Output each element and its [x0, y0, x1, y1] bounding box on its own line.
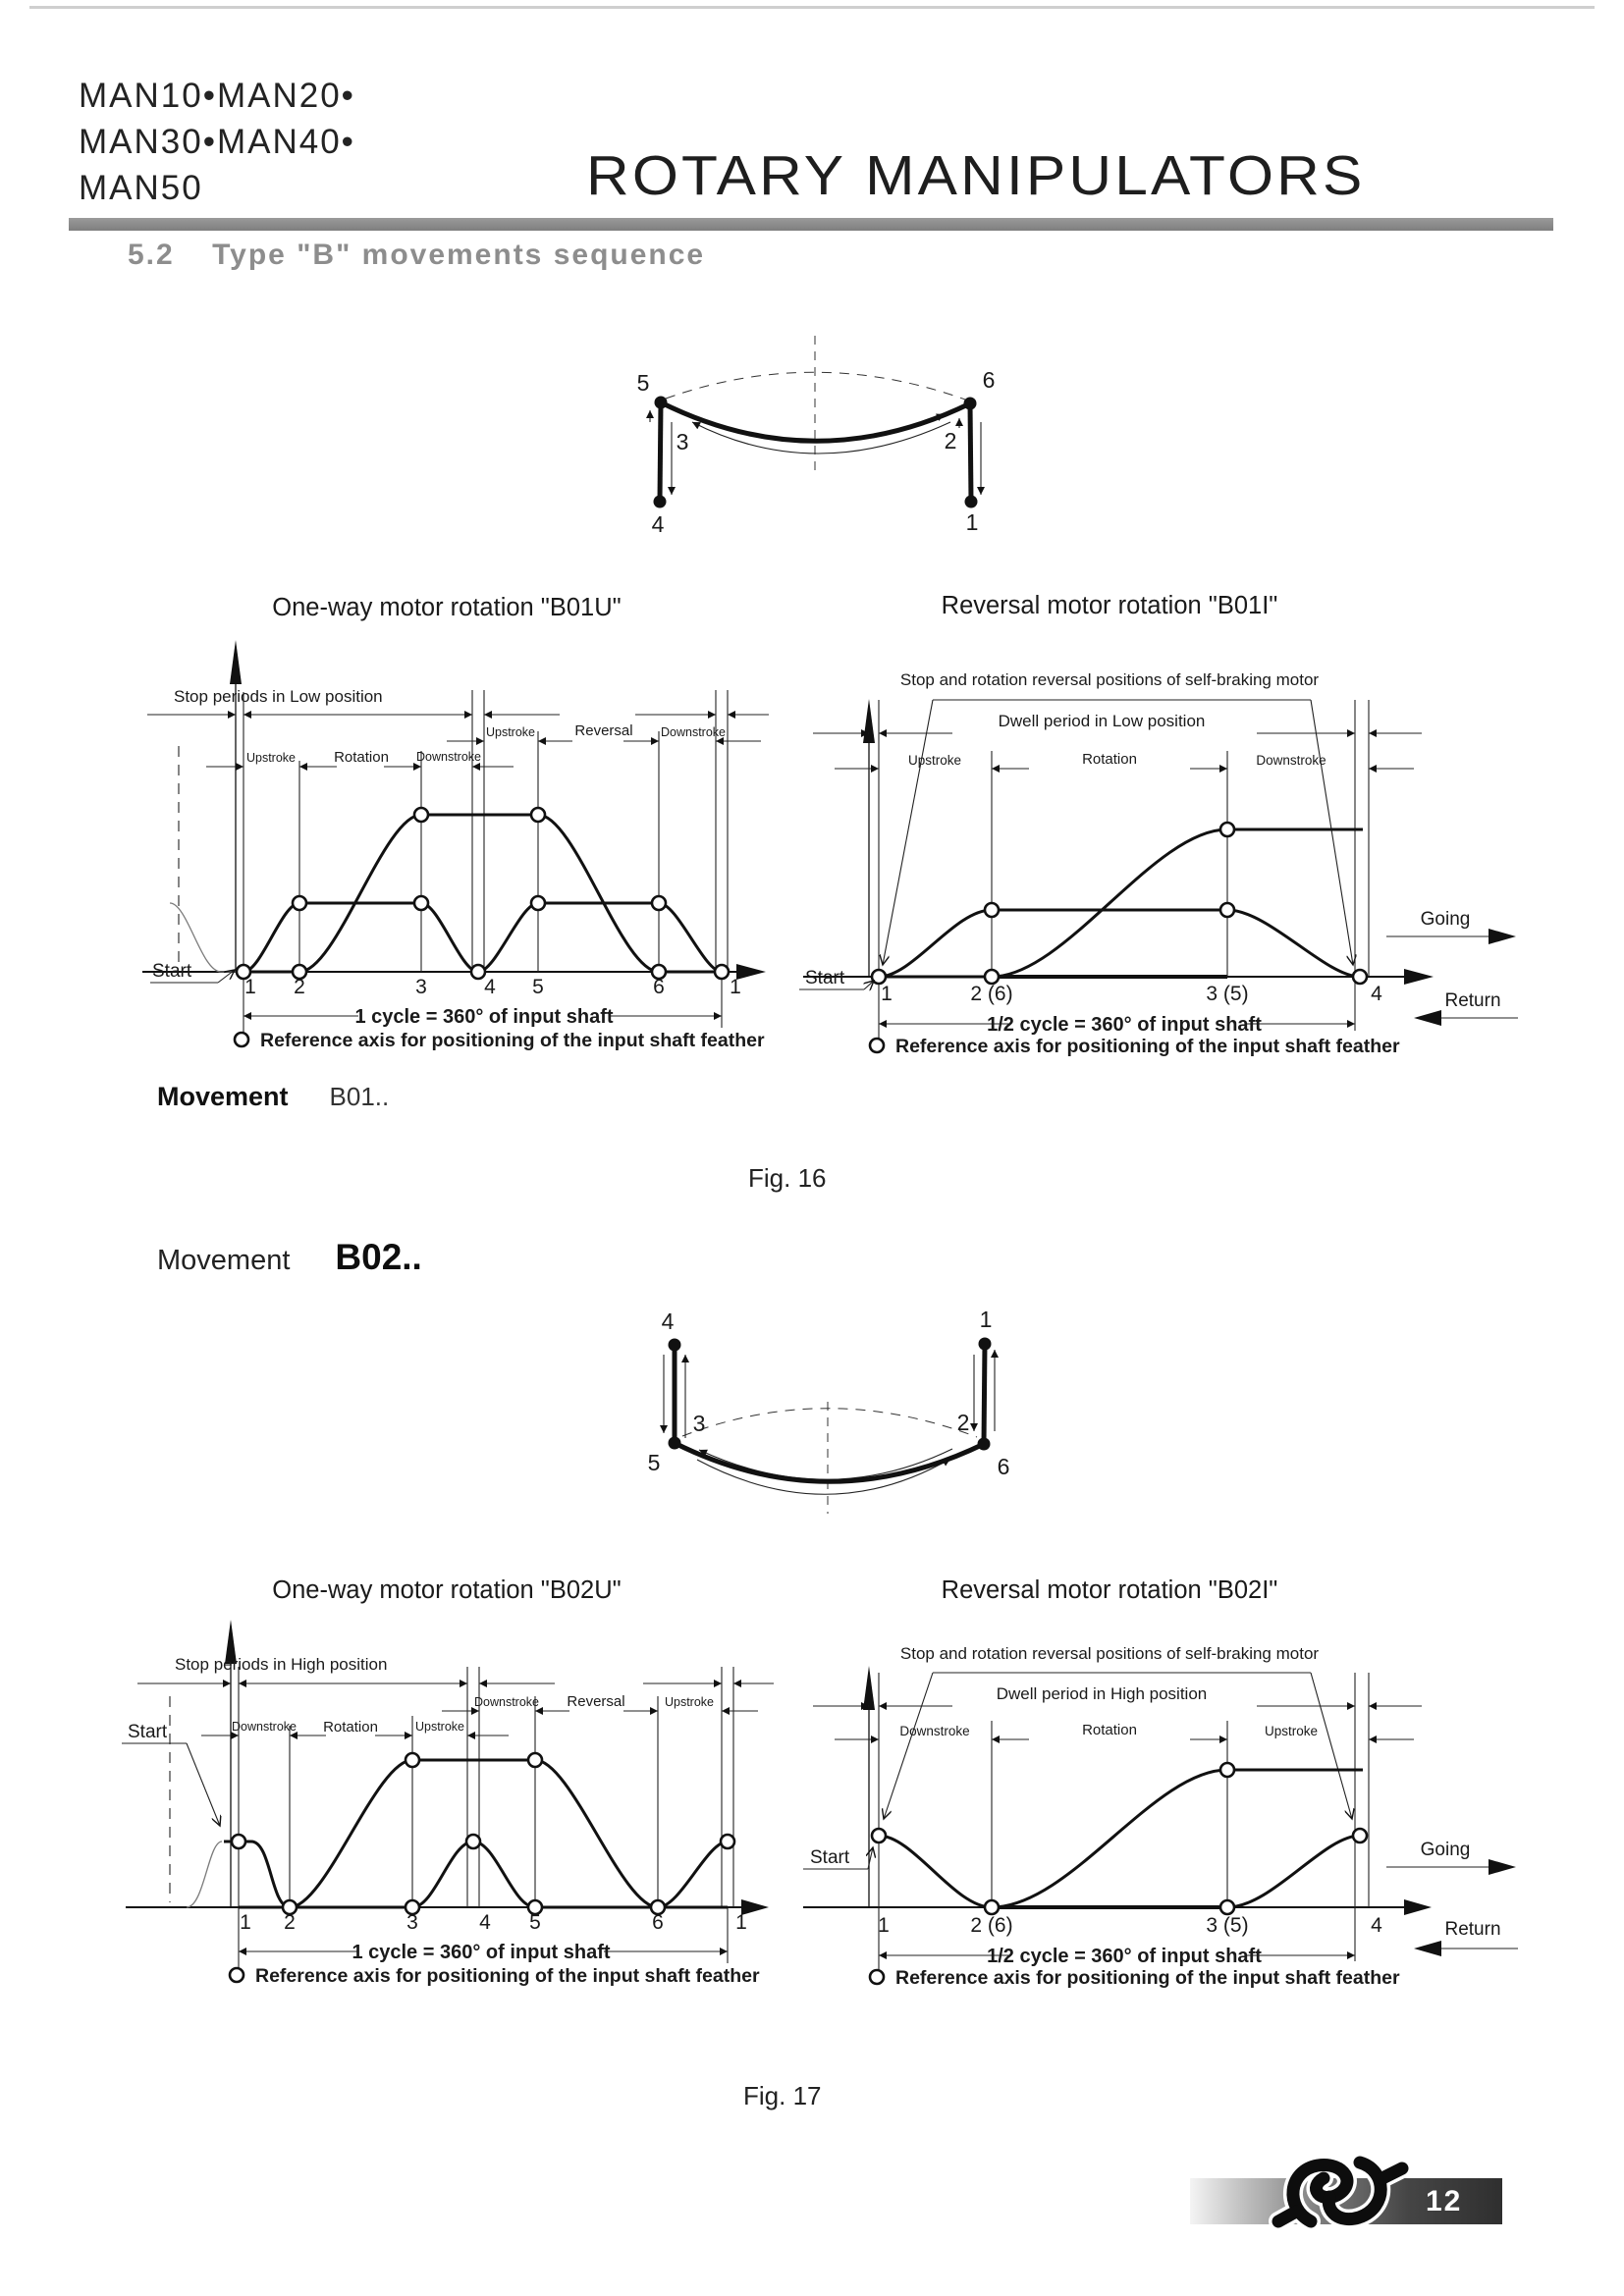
b01i-chart — [785, 584, 1526, 1060]
svg-text:5: 5 — [532, 976, 544, 998]
section-title: Type "B" movements sequence — [212, 239, 706, 271]
rotation-curve — [239, 1760, 728, 1907]
model-line: MAN10•MAN20• — [79, 77, 355, 115]
dwell-note: Dwell period in Low position — [998, 712, 1206, 730]
page-top-rule — [29, 6, 1595, 9]
y-axis-arrow — [863, 1666, 875, 1710]
phase-label: Downstroke — [899, 1724, 970, 1738]
y-axis-arrow — [863, 699, 875, 743]
figure16-caption: Fig. 16 — [748, 1163, 827, 1193]
stop-note: Stop periods in Low position — [174, 687, 383, 706]
reference-note: Reference axis for positioning of the input shaft feather — [895, 1967, 1400, 1989]
y-axis-arrow — [230, 640, 242, 684]
phase-label: Downstroke — [232, 1720, 297, 1734]
section-heading — [128, 239, 705, 272]
b01u-chart — [123, 584, 776, 1060]
pivot-dot — [965, 496, 978, 508]
position-label: 6 — [982, 367, 996, 393]
x-tick-labels — [240, 1911, 747, 1934]
page-number: 12 — [1426, 2185, 1463, 2217]
stroke-curve-up — [1227, 1836, 1360, 1907]
stroke-curve-down — [879, 1836, 992, 1907]
motion-arrow-left — [699, 1449, 952, 1479]
movement-code: B02.. — [335, 1237, 422, 1277]
cycle-note: 1/2 cycle = 360° of input shaft — [987, 1014, 1262, 1036]
position-label: 6 — [997, 1454, 1010, 1479]
svg-text:1: 1 — [735, 1911, 747, 1934]
cycle-note: 1/2 cycle = 360° of input shaft — [987, 1946, 1262, 1967]
start-label: Start — [152, 961, 192, 982]
position-label: 1 — [965, 509, 979, 535]
stroke-curve — [879, 910, 1360, 977]
phase-label: Downstroke — [474, 1695, 539, 1709]
chart-title: One-way motor rotation "B02U" — [272, 1576, 622, 1604]
start-leader — [187, 1743, 220, 1826]
phase-label: Upstroke — [907, 753, 962, 768]
right-link — [984, 1344, 985, 1444]
guide-lines — [179, 690, 728, 1045]
start-label: Start — [805, 968, 845, 988]
svg-text:1: 1 — [878, 1914, 890, 1937]
return-arrow — [1414, 1010, 1441, 1026]
x-axis-arrow — [1404, 1899, 1432, 1915]
phase-label: Rotation — [334, 749, 389, 766]
previous-cycle-tail — [187, 1842, 222, 1907]
position-label: 2 — [956, 1410, 970, 1435]
movement-b01 — [157, 1082, 389, 1112]
phase-label: Upstroke — [664, 1695, 715, 1709]
svg-text:4: 4 — [484, 976, 496, 998]
phase-label: Downstroke — [661, 725, 726, 739]
going-label: Going — [1420, 909, 1471, 930]
svg-text:3: 3 — [406, 1911, 418, 1934]
b02-mechanism-diagram — [589, 1256, 1080, 1541]
swing-arc-dashed — [682, 1409, 977, 1437]
brake-note: Stop and rotation reversal positions of self-braking motor — [899, 1644, 1320, 1663]
position-label: 2 — [944, 428, 957, 454]
reference-note: Reference axis for positioning of the input shaft feather — [260, 1030, 765, 1051]
x-axis-arrow — [1404, 969, 1434, 985]
page-title: ROTARY MANIPULATORS — [586, 144, 1366, 207]
section-number: 5.2 — [128, 239, 175, 271]
reference-nodes — [232, 1753, 734, 1914]
position-label: 4 — [661, 1308, 675, 1334]
return-arrow — [1414, 1941, 1441, 1956]
svg-text:3: 3 — [415, 976, 427, 998]
phase-label: Rotation — [1082, 751, 1137, 768]
phase-label: Reversal — [567, 1693, 625, 1710]
phase-label: Rotation — [323, 1719, 378, 1735]
pivot-dot — [978, 1438, 991, 1451]
chart-title: One-way motor rotation "B01U" — [272, 594, 622, 621]
chart-title: Reversal motor rotation "B01I" — [941, 592, 1278, 619]
figure17-caption: Fig. 17 — [743, 2081, 822, 2110]
movement-label: Movement — [157, 1082, 289, 1111]
pivot-dot — [655, 397, 668, 409]
model-line: MAN50 — [79, 169, 203, 207]
dwell-note: Dwell period in High position — [996, 1684, 1208, 1703]
pivot-dot — [979, 1338, 992, 1351]
cycle-note: 1 cycle = 360° of input shaft — [354, 1006, 614, 1028]
position-label: 3 — [692, 1411, 706, 1436]
header-divider — [69, 218, 1553, 231]
svg-text:2: 2 — [294, 976, 305, 998]
rotation-curve — [244, 815, 722, 972]
b02u-chart — [108, 1569, 785, 2001]
pivot-dot — [669, 1437, 681, 1450]
stroke-curve — [224, 1842, 728, 1907]
position-label: 4 — [651, 511, 665, 537]
going-arrow — [1489, 929, 1516, 944]
svg-text:1: 1 — [730, 976, 741, 998]
reference-nodes — [872, 1763, 1367, 1914]
movement-b02 — [157, 1237, 422, 1278]
reference-nodes — [872, 823, 1367, 984]
going-arrow — [1489, 1859, 1516, 1875]
b02i-chart — [785, 1569, 1526, 1991]
brake-note: Stop and rotation reversal positions of self-braking motor — [899, 670, 1320, 689]
reference-legend-icon — [870, 1970, 884, 1984]
start-leader — [864, 981, 874, 989]
model-line: MAN30•MAN40• — [79, 123, 355, 161]
phase-label: Rotation — [1082, 1722, 1137, 1738]
left-link — [660, 402, 661, 501]
x-tick-labels — [878, 1914, 1382, 1937]
position-label: 3 — [676, 429, 689, 454]
phase-label: Upstroke — [1264, 1724, 1319, 1738]
position-label: 5 — [647, 1450, 661, 1475]
svg-text:4: 4 — [1371, 983, 1382, 1005]
svg-text:4: 4 — [1371, 1914, 1382, 1937]
phase-label: Downstroke — [1256, 753, 1326, 768]
start-label: Start — [128, 1722, 168, 1742]
movement-code: B01.. — [329, 1082, 390, 1111]
svg-text:3 (5): 3 (5) — [1206, 1914, 1249, 1937]
svg-text:6: 6 — [652, 1911, 664, 1934]
phase-label: Reversal — [574, 722, 633, 739]
svg-text:2 (6): 2 (6) — [970, 1914, 1013, 1937]
rotation-curve — [879, 829, 1363, 977]
svg-text:1: 1 — [881, 983, 893, 1005]
model-list — [79, 73, 355, 211]
reference-nodes — [237, 808, 729, 979]
brake-bracket — [883, 700, 1353, 965]
reference-legend-icon — [230, 1968, 244, 1982]
svg-text:1: 1 — [240, 1911, 251, 1934]
svg-text:5: 5 — [529, 1911, 541, 1934]
return-label: Return — [1444, 1919, 1501, 1940]
phase-label: Upstroke — [245, 751, 297, 765]
phase-label: Downstroke — [416, 750, 481, 764]
stop-note: Stop periods in High position — [175, 1655, 388, 1674]
phase-label: Upstroke — [485, 725, 536, 739]
x-tick-labels — [244, 976, 741, 998]
pivot-dot — [654, 496, 667, 508]
movement-label: Movement — [157, 1245, 291, 1276]
start-label: Start — [810, 1847, 850, 1868]
stroke-curve — [244, 903, 722, 972]
right-link — [970, 403, 971, 501]
reference-legend-icon — [235, 1033, 248, 1046]
guide-lines — [170, 1667, 733, 1981]
pivot-dot — [964, 398, 977, 410]
svg-text:6: 6 — [653, 976, 665, 998]
svg-text:2 (6): 2 (6) — [970, 983, 1013, 1005]
reference-note: Reference axis for positioning of the input shaft feather — [255, 1965, 760, 1987]
brand-logo-knot-icon — [1267, 2143, 1414, 2246]
return-label: Return — [1444, 990, 1501, 1011]
cycle-note: 1 cycle = 360° of input shaft — [352, 1942, 611, 1963]
rotation-curve — [992, 1770, 1363, 1907]
arm-arc — [675, 1443, 984, 1481]
svg-text:2: 2 — [284, 1911, 296, 1934]
going-label: Going — [1420, 1840, 1471, 1860]
chart-title: Reversal motor rotation "B02I" — [941, 1576, 1278, 1604]
reference-note: Reference axis for positioning of the input shaft feather — [895, 1036, 1400, 1057]
reference-legend-icon — [870, 1039, 884, 1052]
pivot-dot — [669, 1339, 681, 1352]
svg-text:1: 1 — [244, 976, 256, 998]
phase-label: Upstroke — [414, 1720, 465, 1734]
svg-text:4: 4 — [479, 1911, 491, 1934]
position-label: 5 — [636, 370, 650, 396]
b01-mechanism-diagram — [589, 324, 1080, 569]
x-tick-labels — [881, 983, 1382, 1005]
position-label: 1 — [979, 1307, 993, 1332]
svg-text:3 (5): 3 (5) — [1206, 983, 1249, 1005]
